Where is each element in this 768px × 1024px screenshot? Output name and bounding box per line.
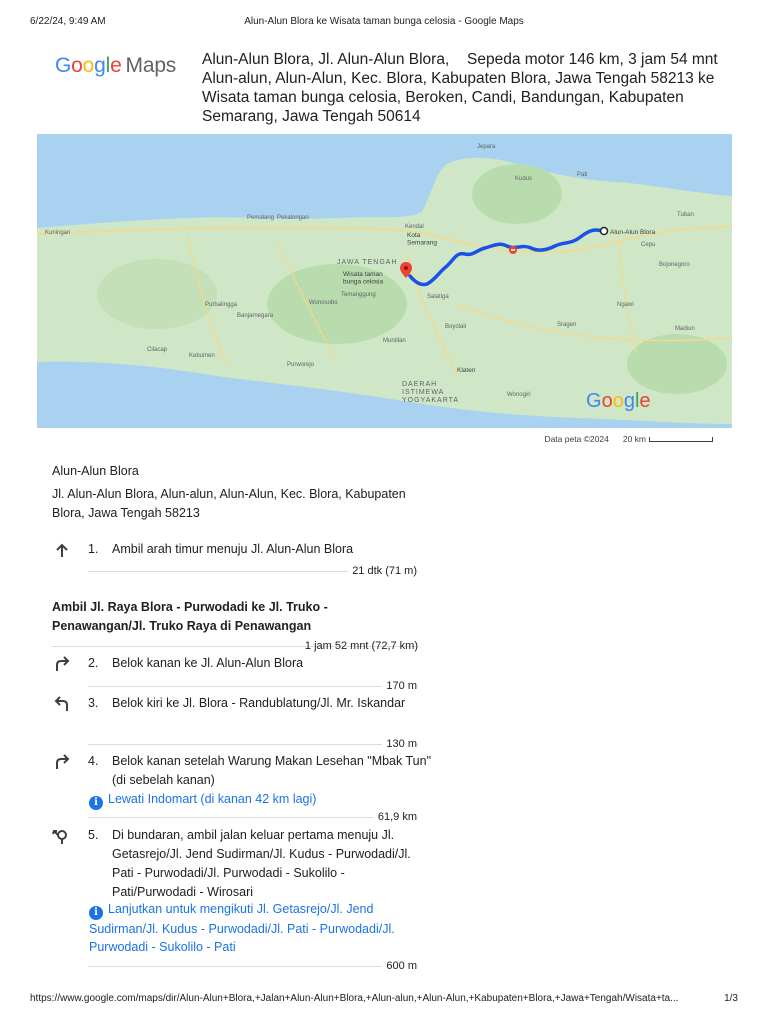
map-label-wonosobo (309, 300, 338, 306)
map-label-text: Alun-Alun Blora (610, 229, 656, 236)
map-label-text: Ngawi (617, 302, 634, 308)
map-label-text: Klaten (457, 367, 476, 374)
step-note (89, 790, 409, 810)
map-data-credit: Data peta ©2024 (544, 434, 609, 444)
print-page-number: 1/3 (724, 993, 738, 1004)
section-title: Ambil Jl. Raya Blora - Purwodadi ke Jl. Truko - Penawangan/Jl. Truko Raya di Penawangan (52, 600, 328, 633)
map-label-line: YOGYAKARTA (402, 397, 460, 405)
scale-bar (649, 437, 713, 442)
step-distance: 170 m (382, 680, 417, 692)
road (407, 254, 457, 374)
step-number: 2. (88, 656, 99, 670)
road-closure-bar (511, 249, 515, 251)
map-label-text: Madiun (675, 326, 695, 332)
step-distance: 21 dtk (71 m) (348, 565, 417, 577)
step-divider (88, 966, 418, 967)
origin-block (52, 462, 412, 523)
map-label-text: Sragen (557, 322, 577, 328)
roundabout-icon (52, 827, 72, 845)
map-label-origin (610, 229, 656, 236)
step-distance: 61,9 km (374, 811, 417, 823)
map-label-purworejo (287, 362, 315, 368)
map-label-pekalongan (277, 215, 309, 221)
step-divider (88, 817, 418, 818)
road (617, 230, 637, 354)
map-label-salatiga (427, 294, 449, 300)
map-label-wonogiri (507, 392, 531, 398)
logo-letter: l (105, 54, 111, 77)
logo-letter: G (55, 54, 72, 77)
step-divider (88, 744, 418, 745)
road (37, 227, 427, 234)
map-label-cilacap (147, 347, 168, 353)
origin-address: Jl. Alun-Alun Blora, Alun-alun, Alun-Alun, Kec. Blora, Kabupaten Blora, Jawa Tengah 58213 (52, 487, 406, 520)
watermark-letter: o (601, 390, 613, 412)
map-label-text: Kebumen (189, 353, 215, 359)
logo-letter: o (82, 54, 95, 77)
map-label-text: Banjarnegara (237, 313, 274, 319)
print-date: 6/22/24, 9:49 AM (30, 16, 106, 27)
map-label-text: Muntilan (383, 338, 406, 344)
map-label-text: Pemalang (247, 215, 275, 221)
step-number: 3. (88, 696, 99, 710)
map-label-ngawi (617, 302, 634, 308)
origin-marker[interactable] (601, 228, 608, 235)
watermark-letter: G (586, 390, 602, 412)
map-label-text: Wonogiri (507, 392, 531, 398)
map-label-banjarnegara (237, 313, 274, 319)
map-label-text: Pati (577, 172, 588, 178)
info-icon: i (89, 796, 103, 810)
map-label-text: Purbalingga (205, 302, 238, 308)
map-label-text: DAERAH (402, 381, 438, 388)
java-sea (37, 134, 732, 228)
map-label-cepu (641, 242, 655, 248)
print-title: Alun-Alun Blora ke Wisata taman bunga celosia - Google Maps (244, 16, 524, 27)
map-label-line: ISTIMEWA (402, 389, 445, 397)
map-label-kota-semarang (407, 232, 437, 246)
info-icon: i (89, 906, 103, 920)
step-number: 4. (88, 754, 99, 768)
step-text: Belok kanan setelah Warung Makan Lesehan "Mbak Tun" (di sebelah kanan) (112, 754, 432, 787)
step-text: Di bundaran, ambil jalan keluar pertama menuju Jl. Getasrejo/Jl. Jend Sudirman/Jl. Kudus - Purwodadi/Jl. Pati - Purwodadi/Jl. Purwodadi - Sukolilo - Pati/Purwodadi - Wirosari (112, 828, 411, 899)
map-label-text: Kuningan (45, 230, 71, 236)
route-header (202, 50, 732, 126)
watermark-letter: l (634, 390, 640, 412)
map-label-kebumen (189, 353, 215, 359)
route-origin-text: Alun-Alun Blora, Jl. Alun-Alun Blora, (202, 51, 450, 68)
map-label-bojonegoro (659, 262, 690, 268)
step-distance: 130 m (382, 738, 417, 750)
map-label-text: Wisata taman (343, 271, 383, 278)
turn-right-icon (52, 655, 72, 673)
map-label-line: bunga celosia (343, 278, 384, 286)
destination-pin-dot (404, 266, 408, 270)
map-label-purbalingga (205, 302, 238, 308)
step-text: Belok kanan ke Jl. Alun-Alun Blora (112, 656, 304, 670)
route-summary: Sepeda motor 146 km, 3 jam 54 mnt (467, 51, 718, 68)
step-text: Belok kiri ke Jl. Blora - Randublatung/Jl. Mr. Iskandar (112, 696, 406, 710)
terrain (627, 334, 727, 394)
route-destination-text: Alun-alun, Alun-Alun, Kec. Blora, Kabupaten Blora, Jawa Tengah 58213 ke Wisata taman bunga celosia, Beroken, Candi, Bandungan, Kabupaten Semarang, Jawa Tengah 50614 (202, 70, 715, 125)
map-label-text: Cepu (641, 242, 656, 248)
road (457, 304, 732, 341)
map-label-text: Tuban (677, 212, 694, 218)
map-label-jawa-tengah (337, 259, 398, 266)
map-label-klaten (457, 367, 476, 374)
logo-letter: e (110, 54, 122, 77)
map-canvas (37, 134, 732, 428)
map-label-pemalang (247, 215, 274, 221)
map-label-kuningan (45, 230, 70, 236)
step-note-text: Lanjutkan untuk mengikuti Jl. Getasrejo/Jl. Jend Sudirman/Jl. Kudus - Purwodadi/Jl. Pati - Purwodadi/Jl. Purwodadi - Sukolilo - Pati (89, 902, 395, 954)
map-label-text: Kendal (405, 224, 424, 230)
turn-left-icon (52, 695, 72, 713)
map-label-temanggung (341, 292, 376, 298)
logo-letter: o (71, 54, 83, 77)
terrain (472, 164, 562, 224)
watermark-letter: o (612, 390, 624, 412)
map-label-boyolali (445, 324, 466, 330)
print-url: https://www.google.com/maps/dir/Alun-Alun+Blora,+Jalan+Alun-Alun+Blora,+Alun-alun,+Alun-Alun,+Kabupaten+Blora,+Jawa+Tengah/Wisata+ta... (30, 993, 679, 1004)
map-label-kendal (405, 224, 424, 230)
map-label-line: Semarang (407, 239, 437, 247)
map-google-watermark (586, 390, 651, 412)
map-label-text: Salatiga (427, 294, 449, 300)
step-number: 5. (88, 828, 99, 842)
map-label-destination (343, 271, 383, 285)
map-label-text: Jepara (477, 144, 496, 150)
map-label-text: Purworejo (287, 362, 315, 368)
map-label-text: Boyolali (445, 324, 467, 330)
step-distance: 600 m (382, 960, 417, 972)
step-note (89, 900, 409, 956)
map-scale-label: 20 km (622, 434, 646, 444)
step-divider (88, 686, 418, 687)
logo-maps-word: Maps (125, 54, 177, 77)
google-maps-logo[interactable] (55, 54, 176, 78)
map-label-text: Kudus (515, 176, 533, 182)
map-label-jepara (477, 144, 496, 150)
map-label-diy (402, 381, 459, 404)
step-number: 1. (88, 542, 99, 556)
route-line[interactable] (410, 230, 602, 285)
watermark-letter: e (639, 390, 651, 412)
origin-name: Alun-Alun Blora (52, 464, 139, 478)
turn-right-icon (52, 753, 72, 771)
map-label-muntilan (383, 338, 406, 344)
map-label-text: Cilacap (147, 347, 168, 353)
terrain (97, 259, 217, 329)
straight-arrow-icon (52, 541, 72, 559)
map-label-kudus (515, 176, 532, 182)
step-text: Ambil arah timur menuju Jl. Alun-Alun Blora (112, 542, 354, 556)
map-scale (623, 434, 713, 444)
watermark-letter: g (623, 390, 635, 412)
route-map[interactable] (37, 134, 732, 428)
section-duration: 1 jam 52 mnt (72,7 km) (304, 640, 418, 652)
map-label-sragen (557, 322, 576, 328)
logo-letter: g (94, 54, 106, 77)
map-label-text: Temanggung (341, 292, 376, 298)
map-label-text: JAWA TENGAH (337, 259, 398, 266)
map-label-text: Pekalongan (277, 215, 309, 221)
step-note-text: Lewati Indomart (di kanan 42 km lagi) (108, 792, 317, 806)
map-attribution (544, 434, 713, 444)
map-label-text: Bojonegoro (659, 262, 690, 268)
map-label-tuban (677, 212, 694, 218)
map-label-madiun (675, 326, 695, 332)
map-label-text: Kota (407, 232, 421, 239)
map-label-text: Wonosobo (309, 300, 338, 306)
map-label-pati (577, 172, 587, 178)
